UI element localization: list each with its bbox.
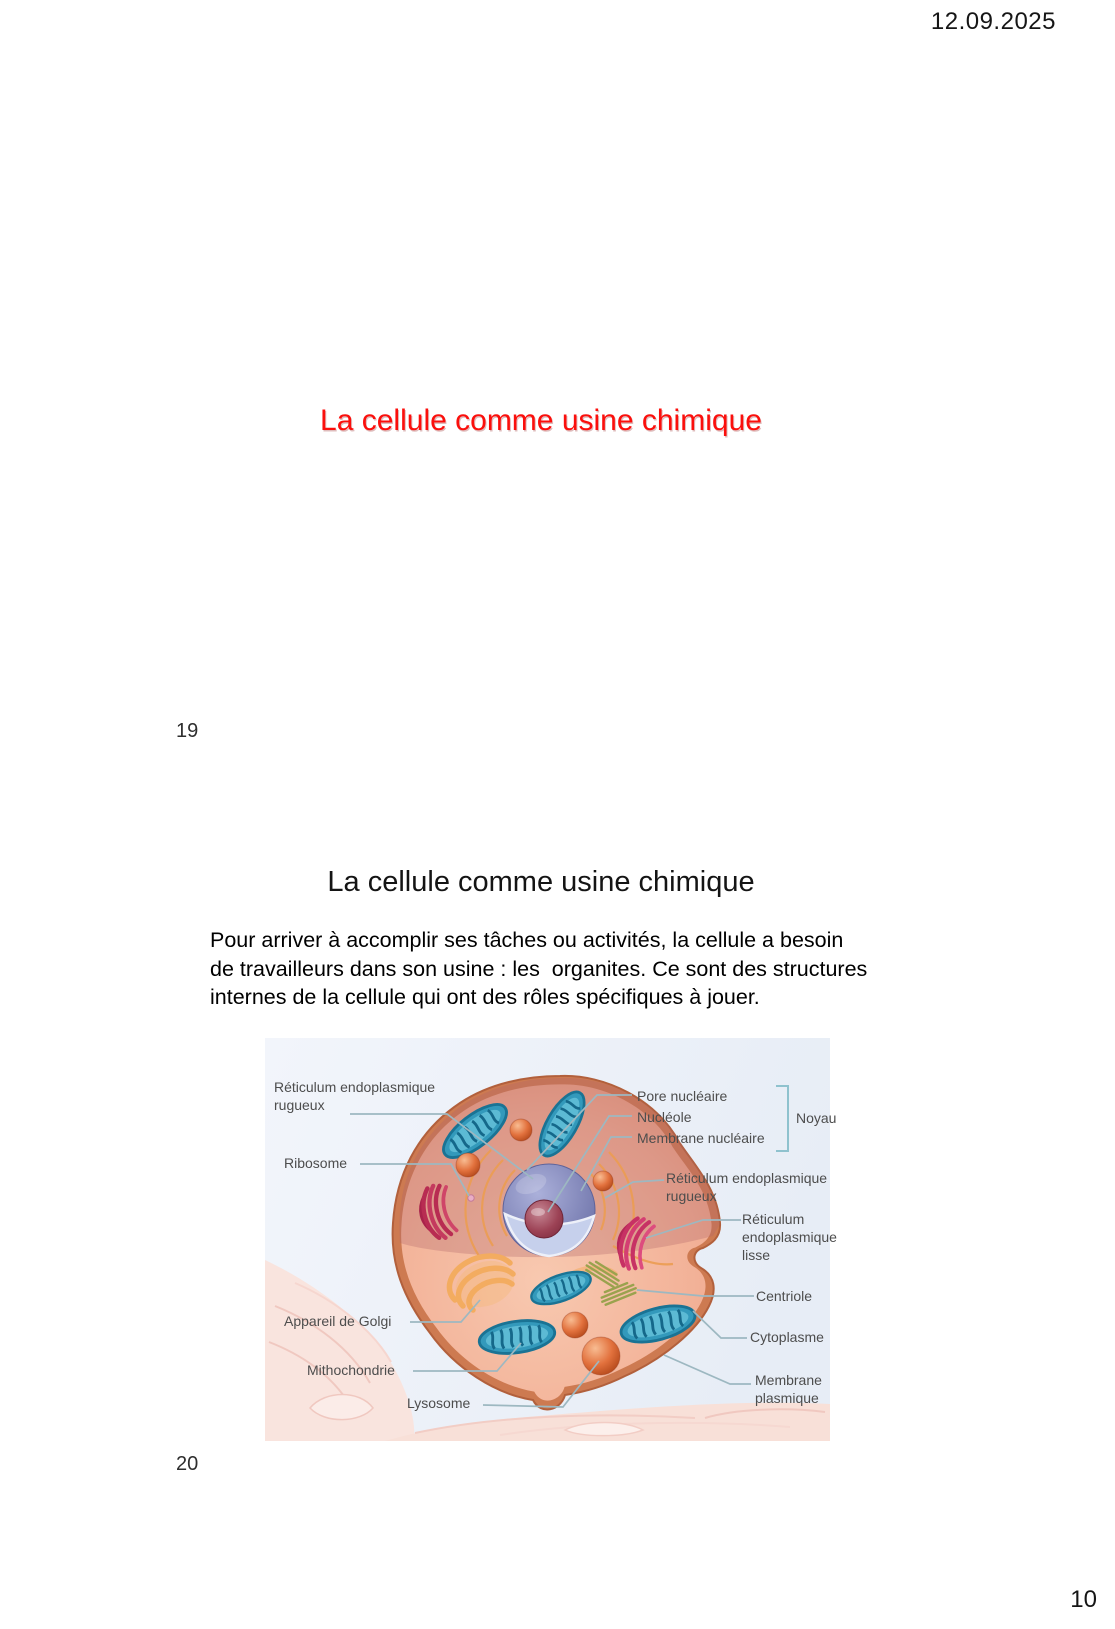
slide-20-title: La cellule comme usine chimique [327, 866, 755, 898]
page-number: 10 [1070, 1586, 1097, 1613]
label-reticulum-endoplasmique-rugueux-right: Réticulum endoplasmique rugueux [666, 1170, 828, 1205]
label-ribosome: Ribosome [284, 1155, 348, 1171]
slide-20-paragraph [210, 926, 867, 1012]
nucleolus-graphic [525, 1200, 563, 1238]
label-reticulum-endoplasmique-lisse: Réticulum endoplasmique lisse [742, 1211, 837, 1264]
label-appareil-de-golgi: Appareil de Golgi [284, 1313, 392, 1329]
label-cytoplasme: Cytoplasme [750, 1329, 824, 1345]
slide-20-number: 20 [176, 1453, 199, 1475]
label-membrane-nucleaire: Membrane nucléaire [637, 1130, 765, 1146]
cell-diagram [265, 1038, 837, 1441]
label-reticulum-endoplasmique-rugueux-left: Réticulum endoplasmique rugueux [274, 1079, 436, 1114]
slide-19-title: La cellule comme usine chimique [320, 404, 762, 437]
label-nucleole: Nucléole [637, 1109, 692, 1125]
document-date: 12.09.2025 [930, 8, 1056, 35]
label-noyau: Noyau [796, 1110, 837, 1126]
label-mitochondrie: Mithochondrie [307, 1362, 395, 1378]
label-membrane-plasmique: Membrane plasmique [755, 1372, 822, 1407]
paragraph-line: internes de la cellule qui ont des rôles spécifiques à jouer. [210, 985, 760, 1009]
paragraph-line: de travailleurs dans son usine : les organites. Ce sont des structures [210, 956, 868, 981]
label-centriole: Centriole [756, 1288, 813, 1304]
slide-19-number: 19 [176, 720, 199, 742]
label-lysosome: Lysosome [407, 1395, 471, 1411]
label-pore-nucleaire: Pore nucléaire [637, 1088, 728, 1104]
paragraph-line: Pour arriver à accomplir ses tâches ou activités, la cellule a besoin [210, 928, 844, 952]
